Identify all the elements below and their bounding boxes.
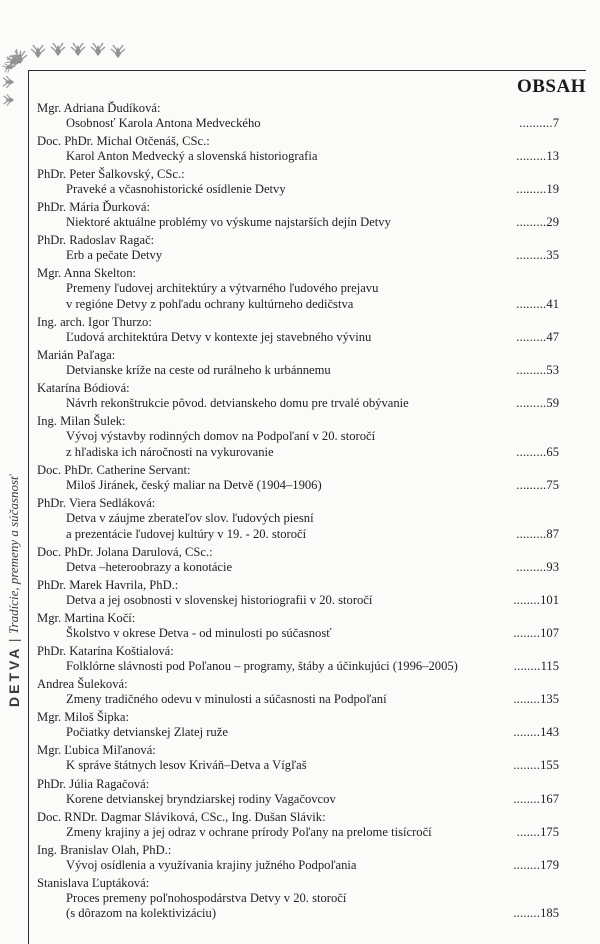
toc-author: Doc. RNDr. Dagmar Sláviková, CSc., Ing. Dušan Slávik:	[37, 809, 326, 824]
toc-page-cell: .........53	[516, 363, 559, 378]
toc-article[interactable]	[37, 215, 559, 231]
frame-top-rule	[28, 70, 586, 71]
toc-article[interactable]	[37, 758, 559, 774]
toc-article[interactable]	[37, 725, 559, 741]
folk-ornament	[0, 0, 130, 112]
ornament-left-column	[3, 76, 14, 106]
toc-page-number: 179	[540, 857, 559, 872]
toc-page-cell: .........93	[516, 559, 559, 574]
toc-page-number: 7	[552, 116, 559, 130]
toc-entry	[37, 199, 559, 231]
toc-page-number: 185	[540, 906, 559, 921]
spine-label	[3, 232, 25, 707]
toc-author: Mgr. Ľubica Miľanová:	[37, 743, 156, 758]
toc-page-cell: .........29	[516, 215, 559, 230]
toc-entry	[37, 709, 559, 741]
toc-title: Niektoré aktuálne problémy vo výskume najstarších dejín Detvy	[66, 215, 391, 230]
toc-entry	[37, 544, 559, 576]
toc-article[interactable]	[37, 363, 559, 379]
toc-page-cell: ........101	[513, 593, 559, 607]
toc-title: Vývoj osídlenia a využívania krajiny južného Podpoľania	[66, 857, 357, 872]
toc-page-number: 47	[546, 330, 559, 345]
toc-page-number: 115	[540, 659, 559, 674]
toc-author: Katarína Bódiová:	[37, 381, 130, 396]
toc-author: Ing. Branislav Olah, PhD.:	[37, 842, 172, 857]
toc-page-number: 65	[546, 445, 559, 460]
spine-brand: DETVA	[6, 645, 22, 707]
toc-article[interactable]	[37, 626, 559, 642]
toc-article[interactable]	[37, 891, 559, 922]
toc-article[interactable]	[37, 429, 559, 460]
toc-entry	[37, 314, 559, 346]
toc-title: Zmeny krajiny a jej odraz v ochrane prírody Poľany na prelome tisícročí	[66, 824, 432, 839]
spine-separator: |	[6, 638, 22, 642]
toc-title: Praveké a včasnohistorické osídlenie Detvy	[66, 182, 286, 197]
toc-article[interactable]	[37, 478, 559, 494]
toc-author: Mgr. Adriana Ďudíková:	[37, 101, 161, 115]
toc-author: Doc. PhDr. Catherine Servant:	[37, 463, 191, 478]
toc-page-number: 107	[540, 626, 559, 641]
toc-article[interactable]	[37, 792, 559, 808]
toc-article[interactable]	[37, 825, 559, 841]
frame-left-rule	[28, 70, 29, 944]
toc-page-number: 135	[540, 692, 559, 707]
toc-article[interactable]	[37, 396, 559, 412]
toc-article[interactable]	[37, 560, 559, 576]
ornament-top-row	[31, 43, 125, 58]
toc-author: Marián Paľaga:	[37, 348, 116, 363]
toc-author: Ing. arch. Igor Thurzo:	[37, 315, 152, 330]
toc-page-number: 101	[540, 593, 559, 607]
toc-title: Premeny ľudovej architektúry a výtvarného ľudového prejavu v regióne Detvy z pohľadu ochrany kultúrneho dedičstva	[66, 281, 379, 312]
toc-page-cell: .........19	[516, 182, 559, 197]
toc-entry	[37, 577, 559, 609]
toc-page-cell: .........65	[516, 445, 559, 460]
toc-entry	[37, 232, 559, 264]
page-title: OBSAH	[516, 76, 586, 97]
toc-article[interactable]	[37, 281, 559, 312]
toc-page-number: 93	[546, 559, 559, 574]
toc-title: Erb a pečate Detvy	[66, 248, 163, 263]
toc-article[interactable]	[37, 593, 559, 609]
toc-author: Ing. Milan Šulek:	[37, 414, 126, 429]
toc-entry	[37, 742, 559, 774]
toc-page-cell: .........35	[516, 248, 559, 263]
toc-title: Školstvo v okrese Detva - od minulosti po súčasnosť	[66, 626, 332, 641]
toc-page-number: 13	[546, 149, 559, 164]
toc-page-cell: .........13	[516, 149, 559, 164]
toc-entry	[37, 100, 559, 132]
toc-entry	[37, 265, 559, 312]
toc-page-cell: .........59	[516, 396, 559, 411]
toc-title: Detvianske kríže na ceste od rurálneho k urbánnemu	[66, 363, 331, 378]
toc-author: Andrea Šuleková:	[37, 677, 128, 692]
toc-author: Stanislava Ľuptáková:	[37, 875, 150, 890]
toc-author: PhDr. Júlia Ragačová:	[37, 776, 150, 791]
toc-entry	[37, 809, 559, 841]
toc-entry	[37, 166, 559, 198]
toc-title	[66, 659, 501, 675]
toc-entry	[37, 643, 559, 675]
toc-title: Detva –heteroobrazy a konotácie	[66, 559, 233, 574]
toc-entry	[37, 776, 559, 808]
toc-page-cell: ........167	[513, 791, 559, 806]
toc-title: Miloš Jiránek, český maliar na Detvě (1904–1906)	[66, 478, 322, 493]
toc-page-cell: .........75	[516, 478, 559, 493]
toc-article[interactable]	[37, 248, 559, 264]
toc-title: Počiatky detvianskej Zlatej ruže	[66, 725, 228, 740]
toc-page-cell: ........185	[513, 906, 559, 921]
toc-page-cell: ........179	[513, 857, 559, 872]
toc-article[interactable]	[37, 659, 559, 675]
spine-subtitle: Tradície, premeny a súčasnosť	[6, 475, 21, 635]
toc-author: PhDr. Mária Ďurková:	[37, 200, 150, 215]
toc-title: Detva v záujme zberateľov slov. ľudových piesní a prezentácie ľudovej kultúry v 19. - 20. storočí	[66, 511, 314, 541]
toc-page-number: 155	[540, 758, 559, 773]
toc-title: Návrh rekonštrukcie pôvod. detvianskeho domu pre trvalé obývanie	[66, 396, 409, 411]
toc-entry	[37, 495, 559, 542]
toc-page-cell: ........155	[513, 758, 559, 773]
toc-author: Mgr. Miloš Šipka:	[37, 710, 130, 725]
toc-title: Karol Anton Medvecký a slovenská historiografia	[66, 149, 318, 164]
toc-author: PhDr. Marek Havrila, PhD.:	[37, 578, 179, 592]
toc-title-main: Folklórne slávnosti pod Poľanou	[66, 659, 231, 674]
table-of-contents	[37, 100, 559, 924]
toc-title: Detva a jej osobnosti v slovenskej historiografii v 20. storočí	[66, 593, 373, 607]
toc-title: Korene detvianskej bryndziarskej rodiny Vagačovcov	[66, 791, 336, 806]
toc-article[interactable]	[37, 116, 559, 132]
toc-title-sub: – programy, štáby a účinkujúci (1996–2005)	[231, 659, 458, 674]
toc-page-number: 167	[540, 791, 559, 806]
toc-entry	[37, 462, 559, 494]
toc-page-number: 35	[546, 248, 559, 263]
toc-page-cell: ........135	[513, 692, 559, 707]
toc-author: PhDr. Radoslav Ragač:	[37, 233, 155, 248]
toc-page-number: 53	[546, 363, 559, 378]
toc-page-cell: .........87	[516, 526, 559, 541]
toc-title: Proces premeny poľnohospodárstva Detvy v 20. storočí (s dôrazom na kolektivizáciu)	[66, 890, 347, 921]
toc-author: Doc. PhDr. Jolana Darulová, CSc.:	[37, 544, 213, 559]
toc-page-number: 75	[546, 478, 559, 493]
toc-page-cell: .......175	[516, 824, 559, 839]
toc-entry	[37, 875, 559, 922]
toc-page-number: 143	[540, 725, 559, 740]
toc-page-number: 59	[546, 396, 559, 411]
toc-page-number: 29	[546, 215, 559, 230]
toc-page-cell: ........115	[513, 659, 559, 674]
toc-author: PhDr. Katarína Koštialová:	[37, 644, 174, 659]
toc-author: PhDr. Peter Šalkovský, CSc.:	[37, 167, 185, 182]
toc-entry	[37, 380, 559, 412]
toc-article[interactable]	[37, 330, 559, 346]
toc-page-cell: .........41	[516, 297, 559, 312]
toc-article[interactable]	[37, 511, 559, 542]
toc-title: Zmeny tradičného odevu v minulosti a súčasnosti na Podpoľaní	[66, 692, 387, 707]
toc-entry	[37, 842, 559, 874]
toc-title: Vývoj výstavby rodinných domov na Podpoľaní v 20. storočí z hľadiska ich náročnosti na vykurovanie	[66, 429, 376, 460]
toc-page-cell: ........107	[513, 626, 559, 641]
toc-entry	[37, 610, 559, 642]
toc-page-number: 41	[546, 297, 559, 312]
toc-entry	[37, 413, 559, 460]
toc-author: PhDr. Viera Sedláková:	[37, 496, 156, 511]
toc-page-number: 175	[540, 824, 559, 839]
toc-page-number: 87	[546, 526, 559, 541]
toc-title: K správe štátnych lesov Kriváň–Detva a Vígľaš	[66, 758, 307, 773]
ornament-corner-burst	[2, 48, 27, 74]
toc-author: Doc. PhDr. Michal Otčenáš, CSc.:	[37, 134, 210, 149]
toc-page-cell: .........47	[516, 330, 559, 345]
toc-page-number: 19	[546, 182, 559, 197]
toc-author: Mgr. Martina Kočí:	[37, 611, 136, 626]
toc-entry	[37, 676, 559, 708]
toc-article[interactable]	[37, 182, 559, 198]
toc-author: Mgr. Anna Skelton:	[37, 266, 137, 281]
toc-article[interactable]	[37, 858, 559, 874]
toc-title: Osobnosť Karola Antona Medveckého	[66, 116, 261, 130]
toc-page-cell: ..........7	[519, 116, 559, 130]
toc-entry	[37, 347, 559, 379]
toc-page-cell: ........143	[513, 725, 559, 740]
toc-entry	[37, 133, 559, 165]
toc-title: Ľudová architektúra Detvy v kontexte jej stavebného vývinu	[66, 330, 372, 345]
toc-article[interactable]	[37, 149, 559, 165]
toc-article[interactable]	[37, 692, 559, 708]
